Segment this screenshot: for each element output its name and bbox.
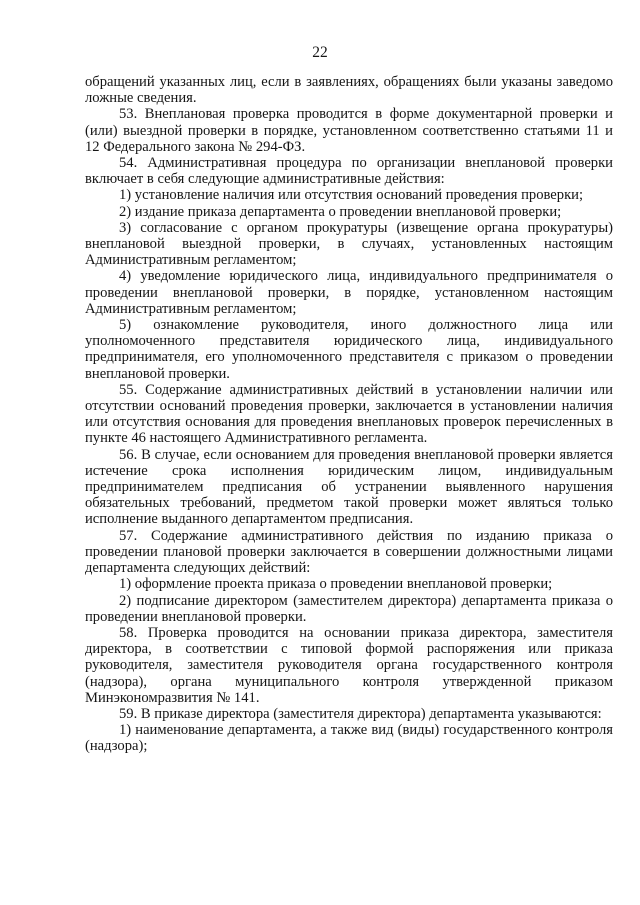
paragraph-continuation: обращений указанных лиц, если в заявлениях, обращениях были указаны заведомо ложные сведения. bbox=[85, 74, 613, 107]
paragraph-58: 58. Проверка проводится на основании приказа директора, заместителя директора, в соответствии с типовой формой распоряжения или приказа руководителя, заместителя руководителя органа государственного контроля (надзора), органа муниципального контроля утвержденной приказом Минэкономразвития № 141. bbox=[85, 624, 613, 706]
paragraph-59-item-1: 1) наименование департамента, а также вид (виды) государственного контроля (надзора); bbox=[85, 722, 613, 755]
document-body bbox=[85, 74, 613, 755]
paragraph-54-item-4: 4) уведомление юридического лица, индивидуального предпринимателя о проведении внеплановой проверки, в порядке, установленном настоящим Административным регламентом; bbox=[85, 268, 613, 317]
paragraph-59: 59. В приказе директора (заместителя директора) департамента указываются: bbox=[119, 705, 602, 722]
paragraph-54-item-5: 5) ознакомление руководителя, иного должностного лица или уполномоченного представителя юридического лица, индивидуального предпринимателя, его уполномоченного представителя с приказом о проведении внеплановой проверки. bbox=[85, 317, 613, 382]
paragraph-57: 57. Содержание административного действия по изданию приказа о проведении плановой проверки заключается в совершении должностными лицами департамента следующих действий: bbox=[85, 527, 613, 577]
paragraph-54-item-1: 1) установление наличия или отсутствия оснований проведения проверки; bbox=[119, 187, 584, 204]
page-number: 22 bbox=[312, 44, 328, 61]
paragraph-54-item-3: 3) согласование с органом прокуратуры (извещение органа прокуратуры) внеплановой выездной проверки, в случаях, установленных настоящим Административным регламентом; bbox=[85, 219, 613, 269]
paragraph-56: 56. В случае, если основанием для проведения внеплановой проверки является истечение срока исполнения юридическим лицом, индивидуальным предпринимателем предписания об устранении выявленного нарушения обязательных требований, предметом такой проверки может являться только исполнение выданного департаментом предписания. bbox=[85, 446, 613, 528]
paragraph-57-item-2: 2) подписание директором (заместителем директора) департамента приказа о проведении внеплановой проверки. bbox=[85, 592, 613, 625]
paragraph-54: 54. Административная процедура по организации внеплановой проверки включает в себя следующие административные действия: bbox=[85, 155, 613, 188]
paragraph-53: 53. Внеплановая проверка проводится в форме документарной проверки и (или) выездной проверки в порядке, установленном соответственно статьями 11 и 12 Федерального закона № 294-ФЗ. bbox=[85, 106, 613, 155]
paragraph-57-item-1: 1) оформление проекта приказа о проведении внеплановой проверки; bbox=[119, 576, 553, 593]
paragraph-54-item-2: 2) издание приказа департамента о проведении внеплановой проверки; bbox=[119, 203, 562, 220]
paragraph-55: 55. Содержание административных действий в установлении наличии или отсутствии оснований проведения проверки, заключается в установлении наличия или отсутствия основания для проведения внеплановых проверок перечисленных в пункте 46 настоящего Административного регламента. bbox=[85, 381, 613, 447]
